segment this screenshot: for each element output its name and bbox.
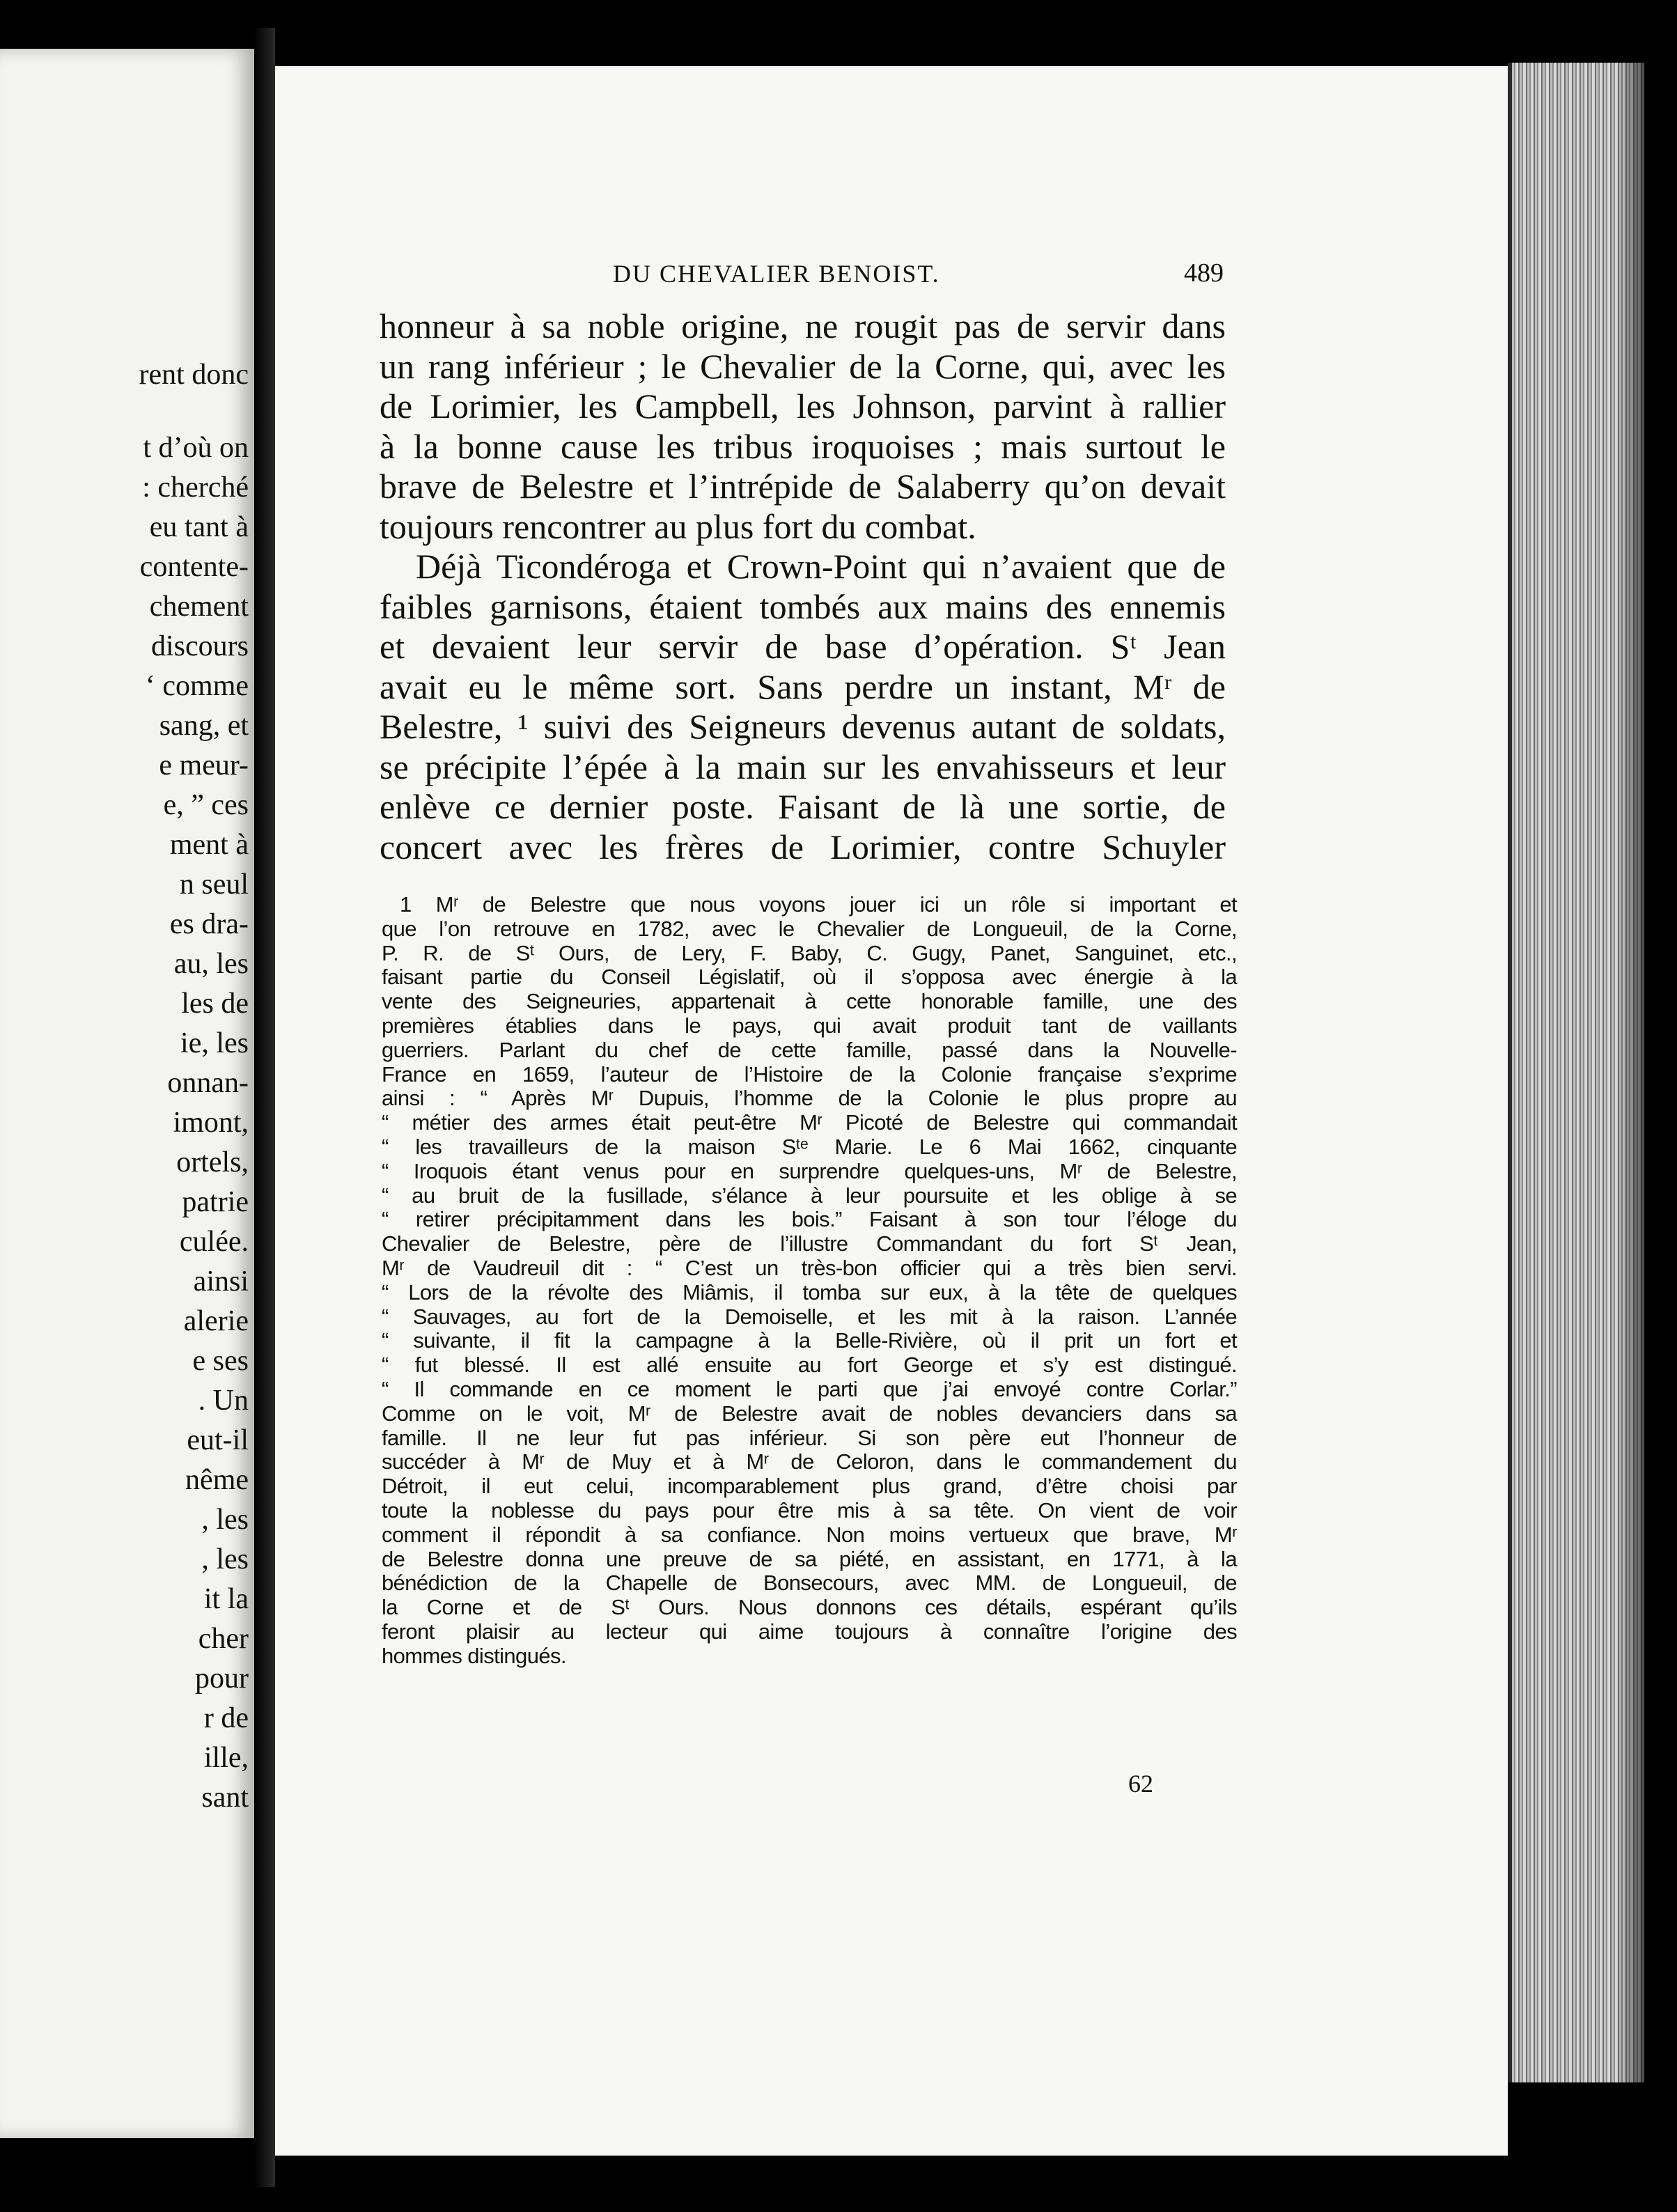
book-gutter (254, 28, 275, 2187)
footnote-line: “ retirer précipitamment dans les bois.” Faisant à son tour l’éloge du (382, 1207, 1237, 1232)
left-page-line: patrie (182, 1186, 249, 1218)
page-edges (1508, 63, 1644, 2082)
body-line: de Lorimier, les Campbell, les Johnson, parvint à rallier (380, 387, 1226, 426)
left-page-line: , les (201, 1543, 249, 1575)
footnote-line: ainsi : “ Après Mʳ Dupuis, l’homme de la Colonie le plus propre au (382, 1086, 1237, 1111)
left-page-line: contente- (139, 551, 249, 583)
body-line: se précipite l’épée à la main sur les envahisseurs et leur (380, 747, 1226, 786)
page-number: 489 (1184, 258, 1224, 288)
body-line: brave de Belestre et l’intrépide de Salaberry qu’on devait (380, 467, 1226, 506)
footnote-line: guerriers. Parlant du chef de cette famille, passé dans la Nouvelle- (382, 1037, 1237, 1062)
footnote-line: de Belestre donna une preuve de sa piété, en assistant, en 1771, à la (382, 1546, 1237, 1571)
footnote-line: “ au bruit de la fusillade, s’élance à leur poursuite et les oblige à se (382, 1183, 1237, 1208)
body-line: Belestre, ¹ suivi des Seigneurs devenus autant de soldats, (380, 707, 1226, 746)
footnote (382, 893, 1237, 1669)
left-page-line: ainsi (193, 1265, 249, 1298)
footnote-line: “ Lors de la révolte des Miâmis, il tomba sur eux, à la tête de quelques (382, 1279, 1237, 1304)
left-page-line: sang, et (159, 710, 249, 742)
left-page-line: ie, les (180, 1027, 249, 1059)
left-page-line: chement (149, 591, 249, 623)
body-line: à la bonne cause les tribus iroquoises ; mais surtout le (380, 426, 1226, 466)
body-line: avait eu le même sort. Sans perdre un instant, Mʳ de (380, 667, 1226, 706)
left-page-line: alerie (183, 1305, 249, 1337)
left-page-line: discours (151, 630, 249, 662)
left-page-line: les de (181, 988, 249, 1020)
footnote-line: que l’on retrouve en 1782, avec le Chevalier de Longueuil, de la Corne, (382, 916, 1237, 941)
footnote-line: P. R. de Sᵗ Ours, de Lery, F. Baby, C. Gugy, Panet, Sanguinet, etc., (382, 940, 1237, 965)
footnote-line: bénédiction de la Chapelle de Bonsecours, avec MM. de Longueuil, de (382, 1571, 1237, 1596)
body-text (380, 306, 1226, 867)
footnote-line: Mʳ de Vaudreuil dit : “ C’est un très-bon officier qui a très bien servi. (382, 1255, 1237, 1280)
left-page-line: au, les (173, 948, 249, 980)
footnote-line: Comme on le voit, Mʳ de Belestre avait de nobles devanciers dans sa (382, 1401, 1237, 1426)
footnote-line: 1 Mʳ de Belestre que nous voyons jouer ici un rôle si important et (400, 892, 1237, 917)
footnote-line: faisant partie du Conseil Législatif, où il s’opposa avec énergie à la (382, 965, 1237, 990)
left-page-line: ‘ comme (145, 670, 249, 702)
running-title: DU CHEVALIER BENOIST. (613, 260, 940, 288)
footnote-line: premières établies dans le pays, qui avait produit tant de vaillants (382, 1013, 1237, 1038)
left-page-line: ortels, (176, 1146, 249, 1178)
left-page-line: nême (185, 1464, 249, 1496)
left-page-line: ment à (169, 829, 249, 861)
left-page-line: it la (203, 1583, 249, 1615)
left-page-line: onnan- (167, 1067, 249, 1099)
signature-mark: 62 (1128, 1770, 1153, 1798)
body-line: toujours rencontrer au plus fort du combat. (380, 506, 976, 546)
left-page-line: ille, (203, 1742, 249, 1774)
body-line: et devaient leur servir de base d’opération. Sᵗ Jean (380, 627, 1226, 666)
body-line: faibles garnisons, étaient tombés aux mains des ennemis (380, 586, 1226, 626)
footnote-line: “ fut blessé. Il est allé ensuite au fort George et s’y est distingué. (382, 1353, 1237, 1378)
left-page-fragment (0, 49, 254, 2138)
footnote-line: feront plaisir au lecteur qui aime toujours à connaître l’origine des (382, 1619, 1237, 1644)
left-page-line: sant (201, 1782, 249, 1814)
left-page-line: eut-il (187, 1424, 249, 1456)
left-page-line: n seul (179, 869, 249, 901)
footnote-line: France en 1659, l’auteur de l’Histoire de la Colonie française s’exprime (382, 1061, 1237, 1086)
body-line: un rang inférieur ; le Chevalier de la Corne, qui, avec les (380, 346, 1226, 386)
left-page-line: r de (203, 1702, 249, 1734)
left-page-line: cher (198, 1623, 249, 1655)
left-page-line: . Un (198, 1385, 249, 1417)
left-page-line: , les (201, 1504, 249, 1536)
left-page-line: e ses (192, 1345, 249, 1377)
footnote-line: “ Il commande en ce moment le parti que j’ai envoyé contre Corlar.” (382, 1376, 1237, 1401)
footnote-line: la Corne et de Sᵗ Ours. Nous donnons ces détails, espérant qu’ils (382, 1595, 1237, 1620)
body-line: concert avec les frères de Lorimier, contre Schuyler (380, 827, 1226, 866)
body-line: Déjà Ticondéroga et Crown-Point qui n’avaient que de (416, 547, 1226, 586)
left-page-line: es dra- (169, 908, 249, 940)
footnote-line: “ suivante, il fit la campagne à la Belle-Rivière, où il prit un fort et (382, 1328, 1237, 1353)
left-page-line: e, ” ces (163, 789, 249, 821)
left-page-line: t d’où on (143, 432, 249, 464)
footnote-line: “ Sauvages, au fort de la Demoiselle, et les mit à la raison. L’année (382, 1304, 1237, 1329)
footnote-line: “ les travailleurs de la maison Sᵗᵉ Marie. Le 6 Mai 1662, cinquante (382, 1134, 1237, 1159)
footnote-line: hommes distingués. (382, 1643, 566, 1668)
body-line: honneur à sa noble origine, ne rougit pas de servir dans (380, 306, 1226, 345)
footnote-line: “ métier des armes était peut-être Mʳ Picoté de Belestre qui commandait (382, 1110, 1237, 1135)
left-page-line: : cherché (142, 472, 249, 504)
footnote-line: succéder à Mʳ de Muy et à Mʳ de Celoron, dans le commandement du (382, 1449, 1237, 1474)
footnote-line: Détroit, il eut celui, incomparablement plus grand, d’être choisi par (382, 1474, 1237, 1499)
left-page-line: pour (195, 1662, 249, 1695)
footnote-line: “ Iroquois étant venus pour en surprendre quelques-uns, Mʳ de Belestre, (382, 1158, 1237, 1183)
left-page-line: eu tant à (149, 511, 249, 543)
footnote-line: famille. Il ne leur fut pas inférieur. Si son père eut l’honneur de (382, 1425, 1237, 1450)
footnote-line: toute la noblesse du pays pour être mis à sa tête. On vient de voir (382, 1497, 1237, 1522)
footnote-line: Chevalier de Belestre, père de l’illustre Commandant du fort Sᵗ Jean, (382, 1231, 1237, 1256)
footnote-line: comment il répondit à sa confiance. Non moins vertueux que brave, Mʳ (382, 1522, 1237, 1547)
left-page-line: culée. (179, 1226, 249, 1258)
body-line: enlève ce dernier poste. Faisant de là une sortie, de (380, 787, 1226, 826)
left-page-line: imont, (173, 1107, 249, 1139)
footnote-line: vente des Seigneuries, appartenait à cette honorable famille, une des (382, 989, 1237, 1014)
left-page-line: e meur- (159, 749, 249, 781)
left-page-line: rent donc (139, 359, 249, 391)
